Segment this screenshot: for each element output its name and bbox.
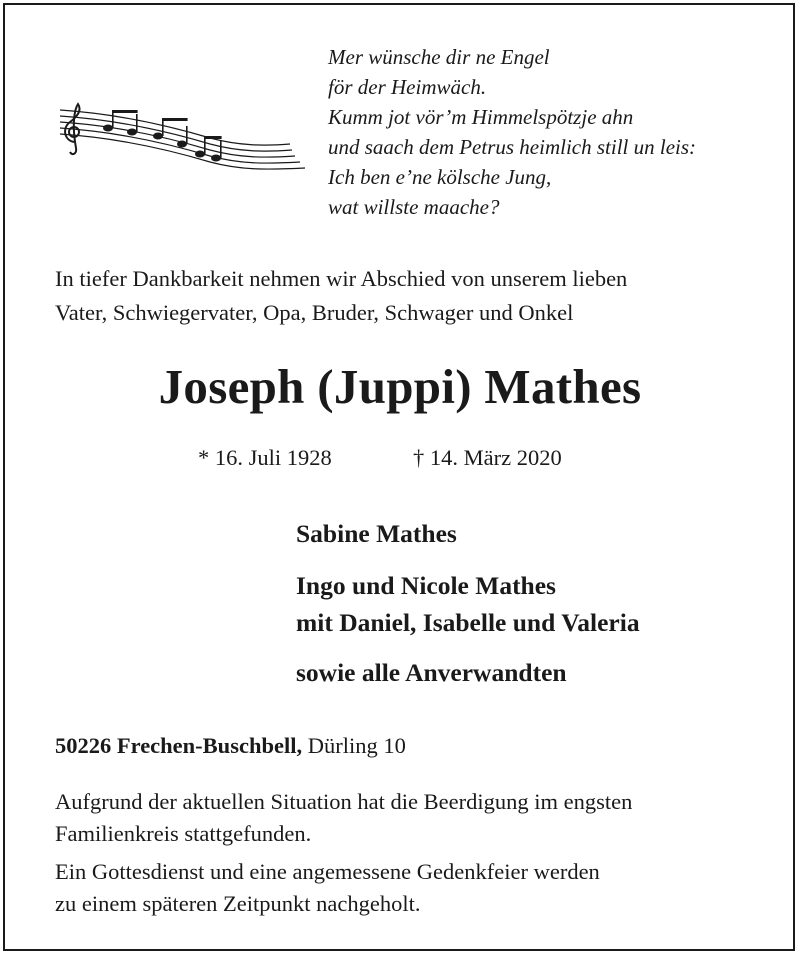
intro-line: In tiefer Dankbarkeit nehmen wir Abschied von unserem lieben — [55, 266, 628, 291]
mourner-line: Sabine Mathes — [296, 519, 457, 548]
poem-line: Ich ben e’ne kölsche Jung, — [328, 165, 552, 189]
mourner-line: sowie alle Anverwandten — [296, 658, 567, 687]
deceased-name: Joseph (Juppi) Mathes — [158, 359, 642, 414]
poem-line: und saach dem Petrus heimlich still un leis: — [328, 135, 697, 159]
poem-line: för der Heimwäch. — [328, 75, 487, 99]
intro-line: Vater, Schwiegervater, Opa, Bruder, Schwager und Onkel — [55, 300, 574, 325]
birth-date: * 16. Juli 1928 — [198, 445, 332, 470]
mourner-line: mit Daniel, Isabelle und Valeria — [296, 608, 640, 637]
notice-line: Familienkreis stattgefunden. — [55, 821, 312, 846]
address-street: Dürling 10 — [302, 733, 406, 758]
intro-text — [55, 262, 627, 330]
poem-line: Kumm jot vör’m Himmelspötzje ahn — [328, 105, 634, 129]
notice-line: zu einem späteren Zeitpunkt nachgeholt. — [55, 891, 421, 916]
notice-line: Ein Gottesdienst und eine angemessene Gedenkfeier werden — [55, 859, 600, 884]
address-city: 50226 Frechen-Buschbell, — [55, 733, 303, 758]
mourner-line: Ingo und Nicole Mathes — [296, 571, 556, 600]
music-notes-icon — [50, 102, 320, 180]
poem-line: Mer wünsche dir ne Engel — [328, 45, 550, 69]
poem-line: wat willste maache? — [328, 195, 500, 219]
notice-line: Aufgrund der aktuellen Situation hat die Beerdigung im engsten — [55, 789, 633, 814]
notice-paragraph — [55, 856, 600, 920]
death-date: † 14. März 2020 — [413, 445, 562, 470]
notice-paragraph — [55, 786, 632, 850]
memorial-poem — [328, 42, 696, 222]
address — [55, 730, 406, 762]
